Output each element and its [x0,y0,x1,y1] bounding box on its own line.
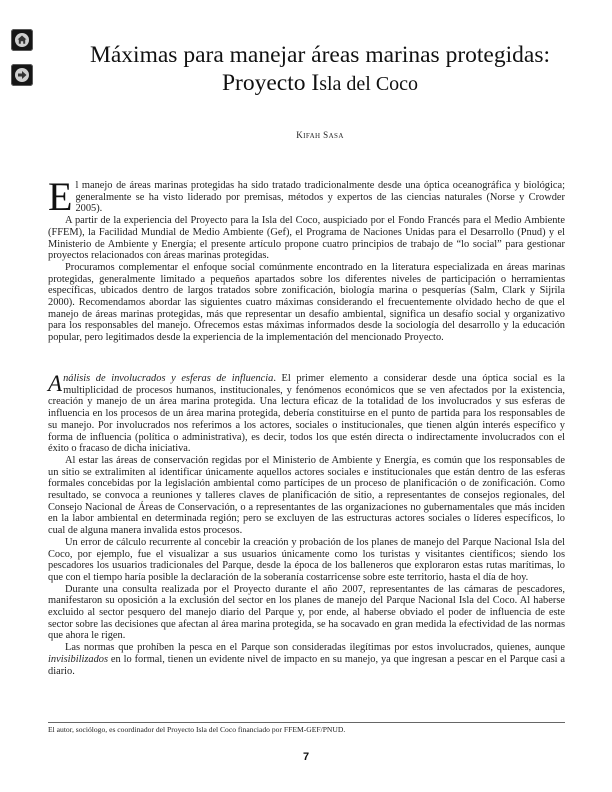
intro-paragraph-1: El manejo de áreas marinas protegidas ha sido tratado tradicionalmente desde una óptica oceanográfica y biológica; generalmente se ha visto liderado por premisas, métodos y expertos de las ciencias naturales (Norse y Crowder 2005). [48,174,565,219]
intro-paragraph-2: A partir de la experiencia del Proyecto para la Isla del Coco, auspiciado por el Fondo Francés para el Medio Ambiente (FFEM), la Facilidad Mundial de Medio Ambiente (Gef), el Programa de Naciones Unidas para el Desarrollo (Pnud) y el Ministerio de Ambiente y Energía; el presente artículo propone cuatro principios de trabajo de “lo social” para gestionar proyectos relacionados con áreas marinas protegidas. [48,215,565,262]
section-paragraph-1: Análisis de involucrados y esferas de influencia. El primer elemento a considerar desde una óptica social es la multiplicidad de procesos humanos, institucionales, y fenómenos económicos que se ven afectados por la existencia, creación y manejo de un área marina protegida. Una lectura eficaz de la totalidad de los involucrados y sus esferas de influencia en los procesos de un área marina protegida, debería constituirse en el punto de partida para los responsables de su manejo. Por involucrados nos referimos a los actores, sociales o institucionales, que tienen algún interés específico y forma de influencia (política o administrativa), es decir, todos los que estén directa o indirectamente involucrados con el éxito o fracaso de dicha iniciativa. [48,371,565,455]
author-name: KIFAH SASA [296,130,344,140]
next-page-button[interactable] [11,64,33,86]
page-number: 7 [302,751,310,763]
section-paragraph-4: Durante una consulta realizada por el Proyecto durante el año 2007, representantes de las cámaras de pescadores, manifestaron su oposición a la exclusión del sector en los planes de manejo del Parque Nacional Isla del Coco. Al haberse excluido al sector pesquero del manejo diario del Parque y, por ende, al haberse obviado el poder de influencia de este sector sobre las decisiones que afectan al área marina protegida, se ha socavado en gran medida la efectividad de las normas que ahora le rigen. [48,583,565,642]
section-paragraph-5: Las normas que prohíben la pesca en el Parque son consideradas ilegítimas por estos involucrados, quienes, aunque invisibilizados en lo formal, tienen un evidente nivel de impacto en su manejo, ya que ingresan a pescar en el Parque casi a diario. [48,642,565,677]
intro-paragraph-3: Procuramos complementar el enfoque social comúnmente encontrado en la literatura especializada en áreas marinas protegidas, generalmente limitado a pequeños apartados sobre los diferentes niveles de participación o herramientas específicas, ubicados dentro de largos tratados sobre zonificación, biología marina o pesquerías (Salm, Clark y Sijrila 2000). Recomendamos abordar las siguientes cuatro máximas considerando el frecuentemente olvidado hecho de que el manejo de áreas marinas protegidas, más que representar un desafío ambiental, significa un desafío social y organizativo para los responsables del manejo. Ofrecemos estas máximas informados desde la sociología del desarrollo y la educación popular, pero legitimados desde la experiencia de la implementación del mencionado Proyecto. [48,261,565,344]
intro-block [48,174,565,344]
title-line-2-rest: sla del Coco [319,73,419,95]
section-heading: nálisis de involucrados y esferas de influencia [63,373,274,384]
home-icon [14,32,30,48]
arrow-right-icon [14,67,30,83]
title-line-1: Máximas para manejar áreas marinas protegidas: [89,42,551,68]
title-line-2-start: Proyecto I [221,70,320,96]
drop-cap: E [48,174,73,219]
footnote-divider [48,722,565,723]
home-button[interactable] [11,29,33,51]
section-block [48,373,565,677]
article-title [60,41,580,98]
footnote: El autor, sociólogo, es coordinador del Proyecto Isla del Coco financiado por FFEM-GEF/PNUD. [48,725,346,734]
section-paragraph-2: Al estar las áreas de conservación regidas por el Ministerio de Ambiente y Energía, es común que los responsables de un sitio se extralimiten al identificar únicamente aquellos actores sociales e institucionales que están dentro de las esferas formales concebidas por la legislación ambiental como partícipes de un proceso de planificación o de zonificación. Como resultado, se convoca a reuniones y talleres claves de planificación de sitio, a representantes de consejos regionales, del Consejo Nacional de Áreas de Conservación, o a representantes de las organizaciones no gubernamentales que más inciden en la labor ambiental en determinada región; pero se excluyen de las estructuras actores sociales o líderes específicos, lo cual de alguna manera invalida estos procesos. [48,454,565,537]
section-paragraph-3: Un error de cálculo recurrente al concebir la creación y probación de los planes de manejo del Parque Nacional Isla del Coco, por ejemplo, fue el visualizar a sus usuarios únicamente como los turistas y visitantes científicos; siendo los pescadores los usuarios tradicionales del Parque, desde la época de los balleneros que exploraron estas rutas marítimas, lo que con el tiempo haría posible la declaración de la soberanía costarricense sobre este territorio, hasta el día de hoy. [48,536,565,583]
title-line-2 [60,69,580,98]
section-drop-cap: A [48,371,63,396]
